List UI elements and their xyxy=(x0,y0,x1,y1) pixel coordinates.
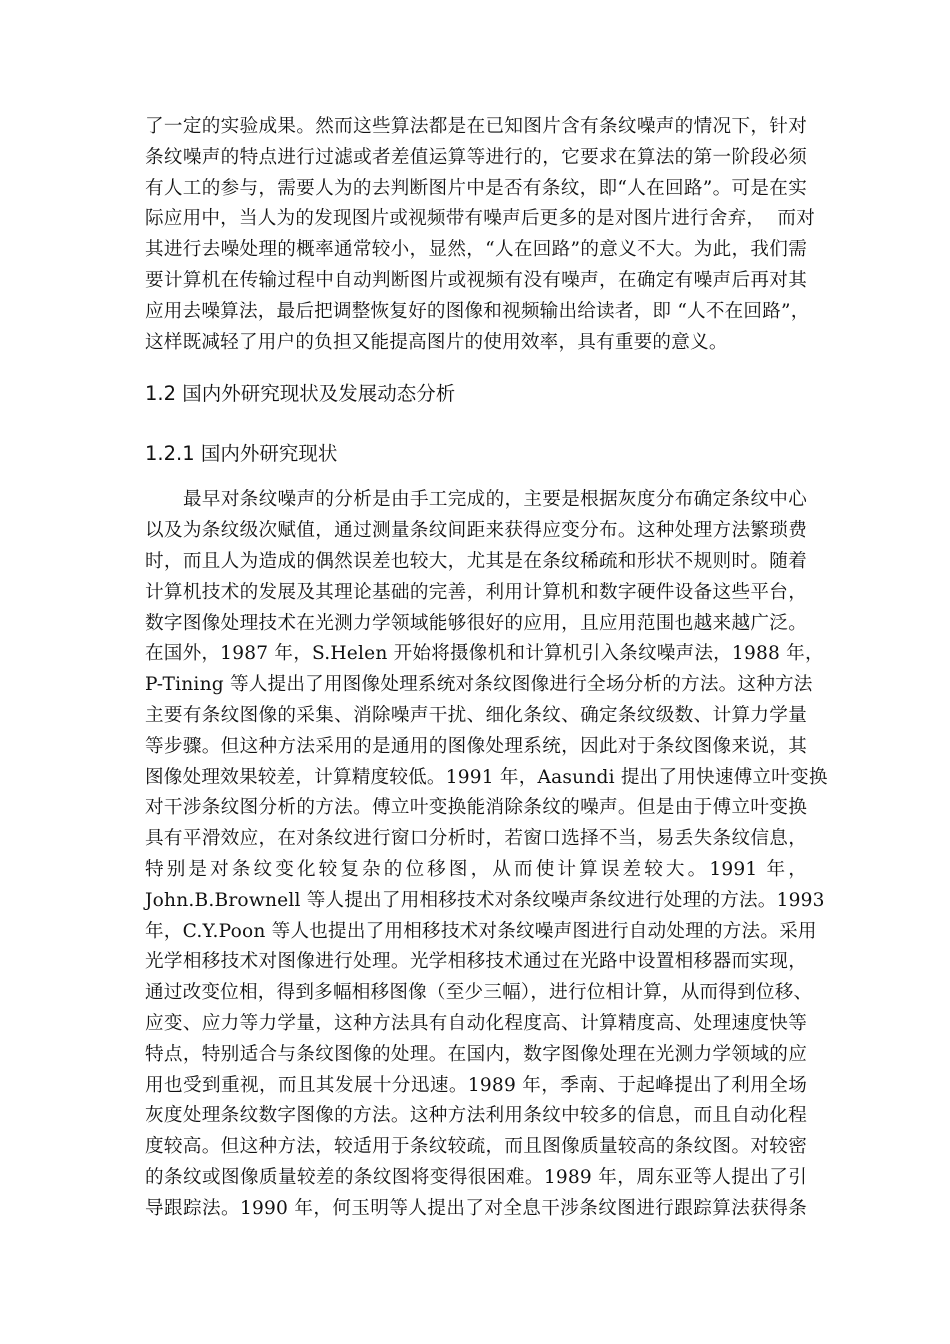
text-line: 了一定的实验成果。然而这些算法都是在已知图片含有条纹噪声的情况下，针对 xyxy=(145,116,807,137)
text-line: 度较高。但这种方法，较适用于条纹较疏，而且图像质量较高的条纹图。对较密 xyxy=(145,1136,807,1158)
text-line: 要计算机在传输过程中自动判断图片或视频有没有噪声，在确定有噪声后再对其 xyxy=(145,269,807,291)
text-line: 对干涉条纹图分析的方法。傅立叶变换能消除条纹的噪声。但是由于傅立叶变换 xyxy=(145,797,807,819)
text-line: 用也受到重视，而且其发展十分迅速。1989 年，季南、于起峰提出了利用全场 xyxy=(145,1074,807,1096)
document-page xyxy=(145,112,828,1225)
text-line: 以及为条纹级次赋值，通过测量条纹间距来获得应变分布。这种处理方法繁琐费 xyxy=(145,520,807,542)
text-line: 应用去噪算法，最后把调整恢复好的图像和视频输出给读者，即 “人不在回路”， xyxy=(145,300,810,322)
text-line: 具有平滑效应，在对条纹进行窗口分析时，若窗口选择不当，易丢失条纹信息， xyxy=(145,828,807,850)
paragraph-intro xyxy=(145,112,816,358)
text-line: 数字图像处理技术在光测力学领域能够很好的应用，且应用范围也越来越广泛。 xyxy=(145,612,807,634)
subsection-heading: 1.2.1 国内外研究现状 xyxy=(145,442,338,466)
text-line: John.B.Brownell 等人提出了用相移技术对条纹噪声条纹进行处理的方法。1993 xyxy=(145,889,825,911)
text-line: 图像处理效果较差，计算精度较低。1991 年，Aasundi 提出了用快速傅立叶变换 xyxy=(145,766,828,788)
text-line: 其进行去噪处理的概率通常较小，显然，“人在回路”的意义不大。为此，我们需 xyxy=(145,239,807,261)
text-line: 的条纹或图像质量较差的条纹图将变得很困难。1989 年，周东亚等人提出了引 xyxy=(145,1166,807,1188)
text-line: 主要有条纹图像的采集、消除噪声干扰、细化条纹、确定条纹级数、计算力学量 xyxy=(145,704,807,726)
text-line: 条纹噪声的特点进行过滤或者差值运算等进行的，它要求在算法的第一阶段必须 xyxy=(145,146,807,168)
text-line: 光学相移技术对图像进行处理。光学相移技术通过在光路中设置相移器而实现， xyxy=(145,951,807,973)
text-line: P-Tining 等人提出了用图像处理系统对条纹图像进行全场分析的方法。这种方法 xyxy=(145,674,813,696)
text-line: 际应用中，当人为的发现图片或视频带有噪声后更多的是对图片进行舍弃， 而对 xyxy=(145,208,816,230)
text-line: 特点，特别适合与条纹图像的处理。在国内，数字图像处理在光测力学领域的应 xyxy=(145,1043,807,1065)
text-line: 通过改变位相，得到多幅相移图像（至少三幅），进行位相计算，从而得到位移、 xyxy=(145,982,813,1004)
text-line: 导跟踪法。1990 年，何玉明等人提出了对全息干涉条纹图进行跟踪算法获得条 xyxy=(145,1197,807,1219)
text-line: 计算机技术的发展及其理论基础的完善，利用计算机和数字硬件设备这些平台， xyxy=(145,581,807,603)
text-line: 最早对条纹噪声的分析是由手工完成的，主要是根据灰度分布确定条纹中心 xyxy=(183,489,807,511)
text-line: 时，而且人为造成的偶然误差也较大，尤其是在条纹稀疏和形状不规则时。随着 xyxy=(145,550,807,572)
text-line: 等步骤。但这种方法采用的是通用的图像处理系统，因此对于条纹图像来说，其 xyxy=(145,735,807,757)
text-line: 特别是对条纹变化较复杂的位移图，从而使计算误差较大。1991 年， xyxy=(145,858,807,880)
text-line: 年，C.Y.Poon 等人也提出了用相移技术对条纹噪声图进行自动处理的方法。采用 xyxy=(145,920,817,942)
text-line: 灰度处理条纹数字图像的方法。这种方法利用条纹中较多的信息，而且自动化程 xyxy=(145,1105,807,1127)
paragraph-research-status xyxy=(145,485,828,1224)
section-heading: 1.2 国内外研究现状及发展动态分析 xyxy=(145,382,456,406)
text-line: 在国外，1987 年，S.Helen 开始将摄像机和计算机引入条纹噪声法，1988 年， xyxy=(145,643,824,665)
text-line: 有人工的参与，需要人为的去判断图片中是否有条纹，即“人在回路”。可是在实 xyxy=(145,177,807,199)
text-line: 这样既减轻了用户的负担又能提高图片的使用效率，具有重要的意义。 xyxy=(145,331,728,353)
text-line: 应变、应力等力学量，这种方法具有自动化程度高、计算精度高、处理速度快等 xyxy=(145,1012,807,1034)
